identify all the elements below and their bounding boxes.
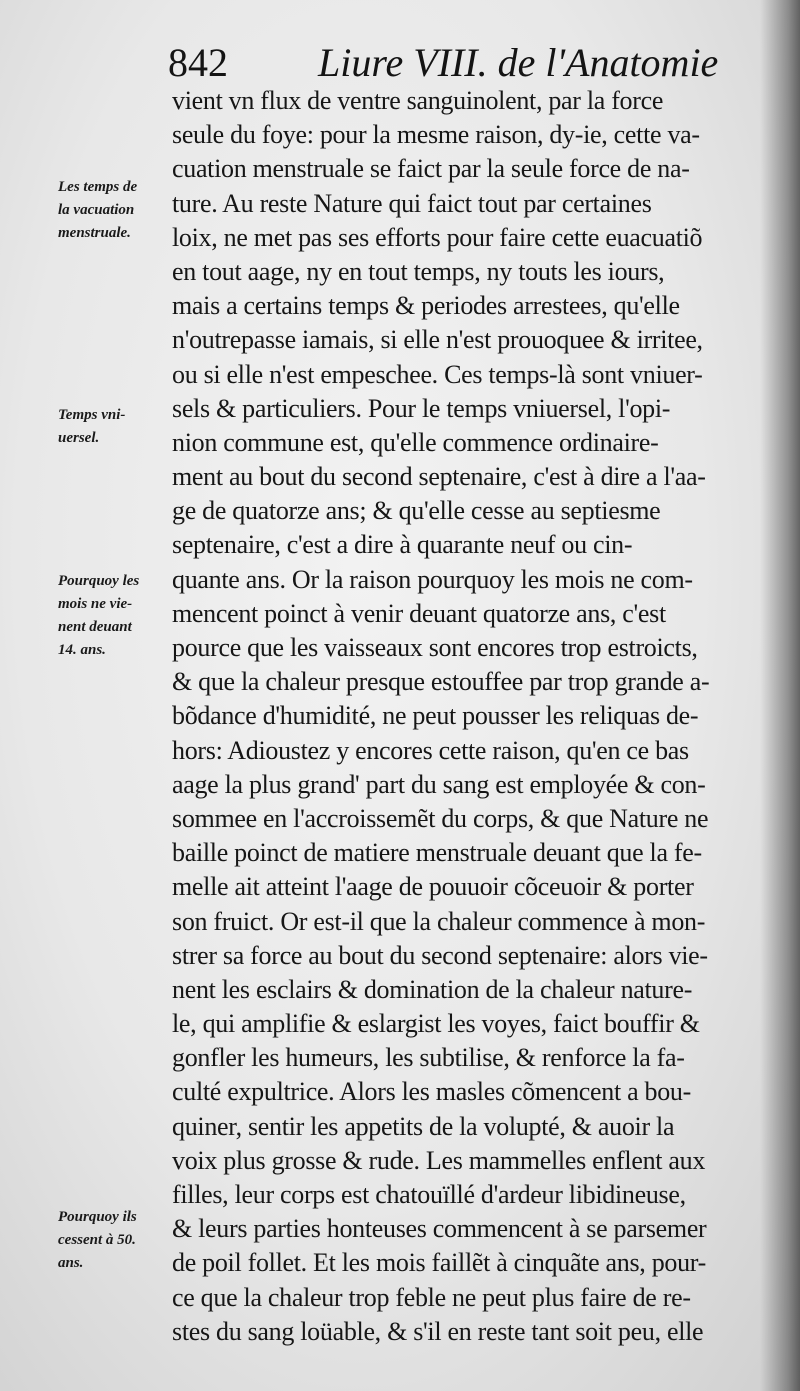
text-line: n'outrepasse iamais, si elle n'est prouoquee & irritee, (172, 325, 703, 355)
text-line: nent les esclairs & domination de la chaleur nature- (172, 974, 693, 1004)
body-text (172, 84, 757, 1349)
margin-note-pourquoy-14-ans (58, 570, 170, 662)
running-title: Liure VIII. de l'Anatomie (318, 40, 719, 85)
text-line: voix plus grosse & rude. Les mammelles enflent aux (172, 1145, 706, 1175)
margin-note-line: nent deuant (58, 619, 132, 635)
text-line: loix, ne met pas ses efforts pour faire cette euacuatiõ (172, 222, 703, 252)
margin-note-line: la vacuation (58, 202, 135, 218)
text-line: culté expultrice. Alors les masles cõmencent a bou- (172, 1077, 691, 1107)
margin-note-line: cessent à 50. (58, 1232, 136, 1248)
text-line: cuation menstruale se faict par la seule force de na- (172, 154, 690, 184)
text-line: aage la plus grand' part du sang est employée & con- (172, 769, 706, 799)
text-line: mencent poinct à venir deuant quatorze ans, c'est (172, 598, 666, 628)
text-line: sels & particuliers. Pour le temps vniuersel, l'opi- (172, 393, 671, 423)
text-line: melle ait atteint l'aage de pouuoir cõceuoir & porter (172, 872, 694, 902)
text-line: ou si elle n'est empeschee. Ces temps-là sont vniuer- (172, 359, 703, 389)
text-line: son fruict. Or est-il que la chaleur commence à mon- (172, 906, 706, 936)
text-line: ce que la chaleur trop feble ne peut plus faire de re- (172, 1282, 691, 1312)
margin-note-temps-vacuation (58, 176, 170, 245)
margin-note-line: Pourquoy ils (58, 1209, 137, 1225)
text-line: mais a certains temps & periodes arrestees, qu'elle (172, 291, 680, 321)
text-line: nion commune est, qu'elle commence ordinaire- (172, 427, 659, 457)
text-line: ge de quatorze ans; & qu'elle cesse au septiesme (172, 496, 661, 526)
text-line: ment au bout du second septenaire, c'est à dire a l'aa- (172, 462, 706, 492)
text-line: quiner, sentir les appetits de la volupté, & auoir la (172, 1111, 675, 1141)
running-head (168, 38, 728, 88)
text-line: le, qui amplifie & eslargist les voyes, faict bouffir & (172, 1009, 700, 1039)
text-line: stes du sang loüable, & s'il en reste tant soit peu, elle (172, 1316, 704, 1346)
margin-note-line: menstruale. (58, 225, 131, 241)
margin-note-line: Les temps de (58, 179, 138, 195)
text-line: quante ans. Or la raison pourquoy les mois ne com- (172, 564, 693, 594)
margin-note-line: Temps vni- (58, 407, 126, 423)
page-number: 842 (168, 40, 228, 85)
text-line: vient vn flux de ventre sanguinolent, par la force (172, 86, 664, 115)
text-line: pource que les vaisseaux sont encores trop estroicts, (172, 633, 698, 662)
margin-note-pourquoy-50-ans (58, 1206, 170, 1275)
text-line: hors: Adioustez y encores cette raison, qu'en ce bas (172, 735, 689, 765)
text-line: & que la chaleur presque estouffee par trop grande a- (172, 667, 710, 697)
margin-note-temps-vniuersel (58, 404, 170, 450)
text-line: septenaire, c'est a dire à quarante neuf ou cin- (172, 530, 633, 560)
text-line: bõdance d'humidité, ne peut pousser les reliquas de- (172, 701, 699, 731)
text-line: sommee en l'accroissemẽt du corps, & que Nature ne (172, 803, 709, 833)
margin-note-line: mois ne vie- (58, 596, 133, 612)
margin-note-line: 14. ans. (58, 642, 106, 658)
text-line: baille poinct de matiere menstruale deuant que la fe- (172, 838, 702, 868)
margin-note-line: uersel. (58, 430, 100, 446)
page-edge-shadow (760, 0, 800, 1391)
margin-note-line: Pourquoy les (58, 573, 140, 589)
text-line: ture. Au reste Nature qui faict tout par certaines (172, 188, 652, 218)
text-line: en tout aage, ny en tout temps, ny touts les iours, (172, 256, 665, 286)
text-line: seule du foye: pour la mesme raison, dy-ie, cette va- (172, 120, 700, 150)
margin-note-line: ans. (58, 1255, 84, 1271)
text-line: filles, leur corps est chatouïllé d'ardeur libidineuse, (172, 1180, 686, 1209)
text-line: strer sa force au bout du second septenaire: alors vie- (172, 940, 708, 970)
text-line: de poil follet. Et les mois faillẽt à cinquãte ans, pour- (172, 1248, 707, 1278)
text-line: & leurs parties honteuses commencent à se parsemer (172, 1214, 707, 1244)
text-line: gonfler les humeurs, les subtilise, & renforce la fa- (172, 1043, 685, 1073)
